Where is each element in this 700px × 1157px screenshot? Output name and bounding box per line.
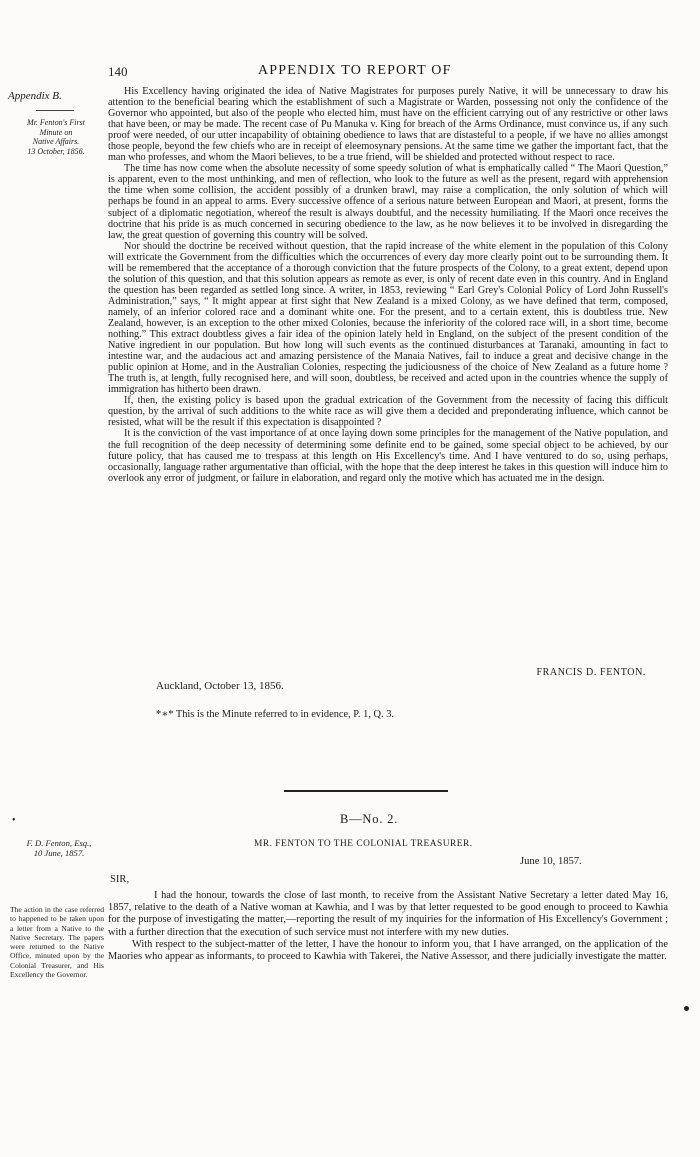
letter-paragraph: I had the honour, towards the close of last month, to receive from the Assistant Native Secretary a letter dated May 16, 1857, relative to the death of a Native woman at Kawhia, and I was by that letter requested to be good enough to proceed to Kawhia for the purpose of investigating the matter,—reporting the result of my inquiries for the information of His Excellency's Government ; with a further direction that the execution of such service must not interfere with my new duties. (108, 890, 668, 938)
margin-note-line: Minute on (39, 127, 73, 137)
side-note: The action in the case referred to happened to be taken upon a letter from a Native to the Native Secretary. The papers were returned to the Native Office, minuted upon by the Colonial Treasurer, and His Excellency the Governor. (10, 905, 104, 980)
minute-paragraph: The time has now come when the absolute necessity of some speedy solution of what is emphatically called “ The Maori Question,” is apparent, even to the most unthinking, and men of reflection, who look to the future as well as the present, regard with apprehension the time when some collision, the accident possibly of a drunken brawl, may raise a complication, the only solution of which will perhaps be found in an appeal to arms. Every successive offence of a serious nature between European and Maori, at present, forms the subject of a diplomatic negotiation, whereof the result is always doubtful, and the necessity humiliating. If the Maori once receives the doctrine that his pride is as much concerned in securing obedience to the law, as he now believes it to be involved in disregarding the law, the great question of governing this country will be solved. (108, 163, 668, 241)
margin-note-letter (14, 838, 104, 858)
page-number: 140 (108, 64, 128, 79)
section-heading: B—No. 2. (340, 812, 399, 826)
margin-rule (36, 110, 74, 111)
margin-note-line: Native Affairs. (32, 137, 80, 147)
footnote: *∗* This is the Minute referred to in evidence, P. 1, Q. 3. (156, 709, 395, 720)
letter-title: MR. FENTON TO THE COLONIAL TREASURER. (254, 839, 473, 849)
minute-paragraph: If, then, the existing policy is based upon the gradual extrication of the Government from the necessity of facing this difficult question, by the arrival of such additions to the white race as will give them a decided and preponderating influence, which cannot be resisted, what will be the result if this expectation is disappointed ? (108, 395, 668, 429)
minute-body (108, 86, 668, 484)
section-divider (284, 790, 448, 792)
running-head: APPENDIX TO REPORT OF (258, 63, 452, 78)
dateline: Auckland, October 13, 1856. (156, 680, 284, 692)
salutation: SIR, (110, 874, 130, 885)
minute-paragraph: It is the conviction of the vast importance of at once laying down some principles for the management of the Native population, and the full recognition of the deep necessity of determining some definite end to be gained, some special object to be achieved, by our future policy, that has caused me to trespass at this length on His Excellency's time. And I have ventured to do so, using perhaps, occasionally, language rather argumentative than official, with the hope that the deep interest he takes in this question will induce him to overlook any error of judgment, or failure in elaboration, and regard only the motive which has actuated me in the design. (108, 428, 668, 484)
margin-note-line: F. D. Fenton, Esq., (26, 838, 92, 848)
margin-note-line: 10 June, 1857. (33, 848, 85, 858)
letter-date: June 10, 1857. (520, 856, 582, 867)
minute-paragraph: His Excellency having originated the idea of Native Magistrates for purposes purely Native, it will be unnecessary to draw his attention to the beneficial bearing which the establishment of such a Magistrate or Warden, possessing not only the confidence of the Governor who appointed, but also of the people who elected him, must have on the efficient carrying out of any restrictive or other laws that have been, or may be made. The recent case of Pu Manuka v. King for breach of the Arms Ordinance, must convince us, if any such proof were needed, of our utter incapability of obtaining obedience to laws that are distasteful to a people, if we have no allies amongst those people, beyond the few chiefs who are in receipt of eleemosynary pensions. At the same time we gather the important fact, that the man who professes, and whom the Maori believes, to be a true friend, will be shielded and protected without respect to race. (108, 86, 668, 164)
section-mark: • (12, 815, 16, 826)
letter-paragraph: With respect to the subject-matter of the letter, I have the honour to inform you, that I have arranged, on the application of the Maories who appear as informants, to proceed to Kawhia with Takerei, the Native Assessor, and there judicially investigate the matter. (108, 938, 668, 963)
letter-body (108, 890, 668, 963)
margin-note-line: 13 October, 1856. (27, 146, 85, 156)
margin-note-line: Mr. Fenton's First (27, 118, 85, 127)
page-dot-mark (684, 1006, 689, 1011)
minute-paragraph: Nor should the doctrine be received without question, that the rapid increase of the white element in the population of this Colony will extricate the Government from the difficulties which the occurrences of every day more clearly point out to be surrounding them. It will be remembered that the acceptance of a thorough conviction that the future prospects of the Colony, to a great extent, depend upon the solution of this question, and that this solution appears as remote as ever, is only of recent date even in this country. And in England the question has been regarded as settled long since. A writer, in 1853, reviewing “ Earl Grey's Colonial Policy of Lord John Russell's Administration,” says, “ It might appear at first sight that New Zealand is a mixed Colony, as we have defined that term, composed, namely, of an inferior colored race and a dominant white one. For the present, and to a certain extent, this is doubtless true. New Zealand, however, is an exception to the other mixed Colonies, because the inferiority of the colored race will, in a short time, become nothing.” This extract doubtless gives a fair idea of the opinion lately held in England, on the subject of the present condition of the Native ingredient in our population. But how long will such events as the continued disturbances at Taranaki, amounting in fact to intestine war, and the audacious act and amazing persistence of the Manaia Natives, fail to induce a great and decisive change in the public opinion at Home, and in the Australian Colonies, respecting the judiciousness of the choice of New Zealand as a future home ? The truth is, at length, fully recognised here, and will soon, doubtless, be received and acted upon in the countries whence the supply of immigration has hitherto been drawn. (108, 240, 668, 396)
signature: FRANCIS D. FENTON. (536, 667, 646, 678)
margin-appendix-label: Appendix B. (8, 90, 62, 102)
margin-note-minute (10, 118, 102, 156)
